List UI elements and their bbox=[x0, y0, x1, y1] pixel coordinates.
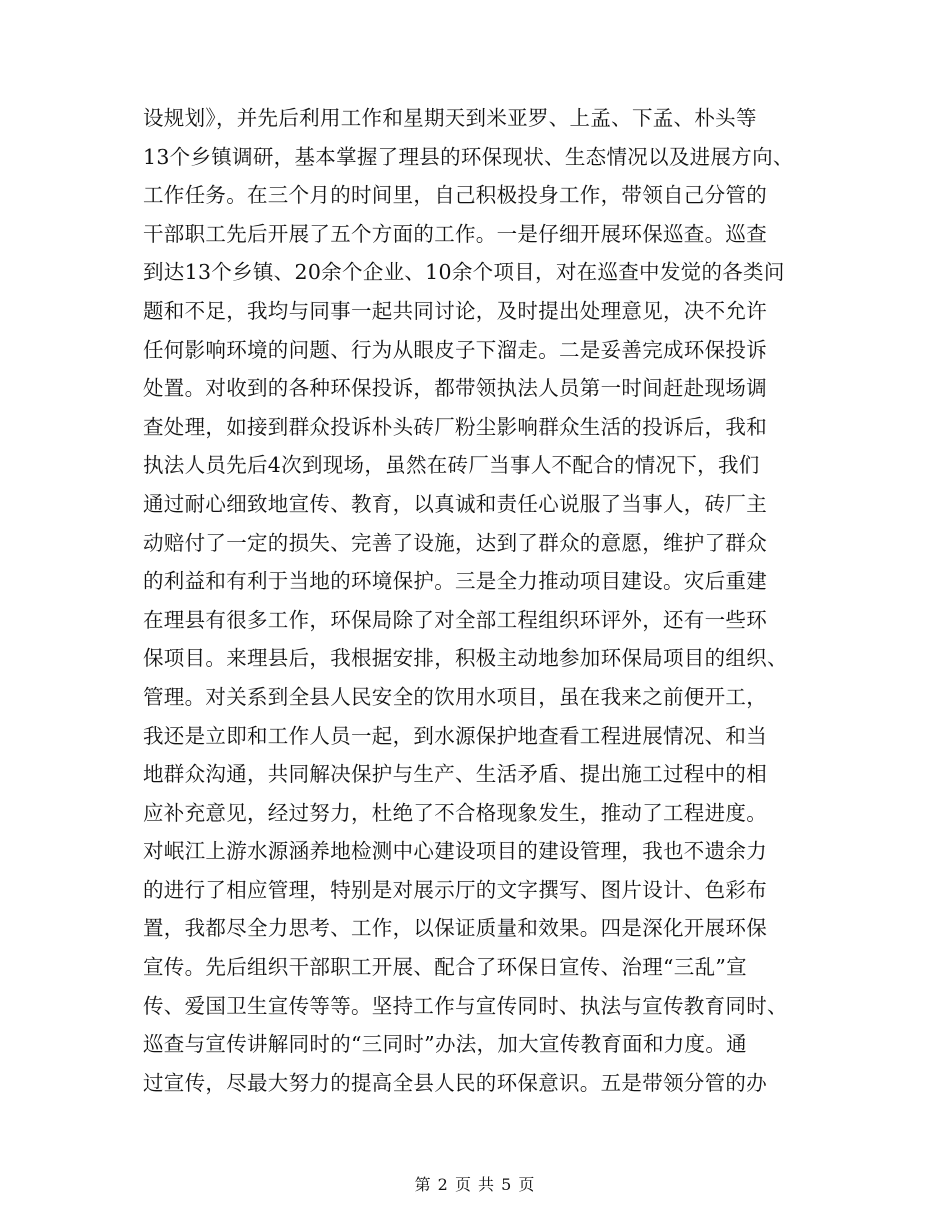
text-line: 工作任务。在三个月的时间里，自己积极投身工作，带领自己分管的 bbox=[143, 183, 767, 208]
text-line: 在理县有很多工作，环保局除了对全部工程组织环评外，还有一些环 bbox=[143, 607, 767, 632]
text-line: 执法人员先后4次到现场，虽然在砖厂当事人不配合的情况下，我们 bbox=[143, 453, 760, 478]
text-line: 保项目。来理县后，我根据安排，积极主动地参加环保局项目的组织、 bbox=[143, 646, 788, 671]
text-line: 到达13个乡镇、20余个企业、10余个项目，对在巡查中发觉的各类问 bbox=[143, 260, 785, 285]
text-line: 题和不足，我均与同事一起共同讨论，及时提出处理意见，决不允许 bbox=[143, 298, 767, 323]
body-text bbox=[143, 99, 823, 1102]
text-line: 管理。对关系到全县人民安全的饮用水项目，虽在我来之前便开工， bbox=[143, 684, 767, 709]
text-line: 置，我都尽全力思考、工作，以保证质量和效果。四是深化开展环保 bbox=[143, 916, 767, 941]
text-line: 地群众沟通，共同解决保护与生产、生活矛盾、提出施工过程中的相 bbox=[143, 762, 767, 787]
text-line: 我还是立即和工作人员一起，到水源保护地查看工程进展情况、和当 bbox=[143, 723, 767, 748]
text-line: 对岷江上游水源涵养地检测中心建设项目的建设管理，我也不遗余力 bbox=[143, 839, 767, 864]
text-line: 任何影响环境的问题、行为从眼皮子下溜走。二是妥善完成环保投诉 bbox=[143, 337, 767, 362]
text-line: 动赔付了一定的损失、完善了设施，达到了群众的意愿，维护了群众 bbox=[143, 530, 767, 555]
text-line: 查处理，如接到群众投诉朴头砖厂粉尘影响群众生活的投诉后，我和 bbox=[143, 414, 767, 439]
text-line: 应补充意见，经过努力，杜绝了不合格现象发生，推动了工程进度。 bbox=[143, 800, 767, 825]
text-line: 巡查与宣传讲解同时的“三同时”办法，加大宣传教育面和力度。通 bbox=[143, 1032, 747, 1057]
page-number-footer: 第 2 页 共 5 页 bbox=[414, 1175, 536, 1194]
text-line: 设规划》，并先后利用工作和星期天到米亚罗、上孟、下孟、朴头等 bbox=[143, 106, 757, 130]
text-line: 干部职工先后开展了五个方面的工作。一是仔细开展环保巡查。巡查 bbox=[143, 221, 767, 246]
text-line: 传、爱国卫生宣传等等。坚持工作与宣传同时、执法与宣传教育同时、 bbox=[143, 993, 788, 1018]
text-line: 13个乡镇调研，基本掌握了理县的环保现状、生态情况以及进展方向、 bbox=[143, 144, 794, 169]
text-line: 宣传。先后组织干部职工开展、配合了环保日宣传、治理“三乱”宣 bbox=[143, 955, 747, 980]
text-line: 处置。对收到的各种环保投诉，都带领执法人员第一时间赶赴现场调 bbox=[143, 376, 767, 401]
text-line: 的利益和有利于当地的环境保护。三是全力推动项目建设。灾后重建 bbox=[143, 569, 767, 594]
text-line: 的进行了相应管理，特别是对展示厅的文字撰写、图片设计、色彩布 bbox=[143, 877, 767, 902]
text-line: 通过耐心细致地宣传、教育，以真诚和责任心说服了当事人，砖厂主 bbox=[143, 491, 767, 516]
text-line: 过宣传，尽最大努力的提高全县人民的环保意识。五是带领分管的办 bbox=[143, 1070, 767, 1095]
